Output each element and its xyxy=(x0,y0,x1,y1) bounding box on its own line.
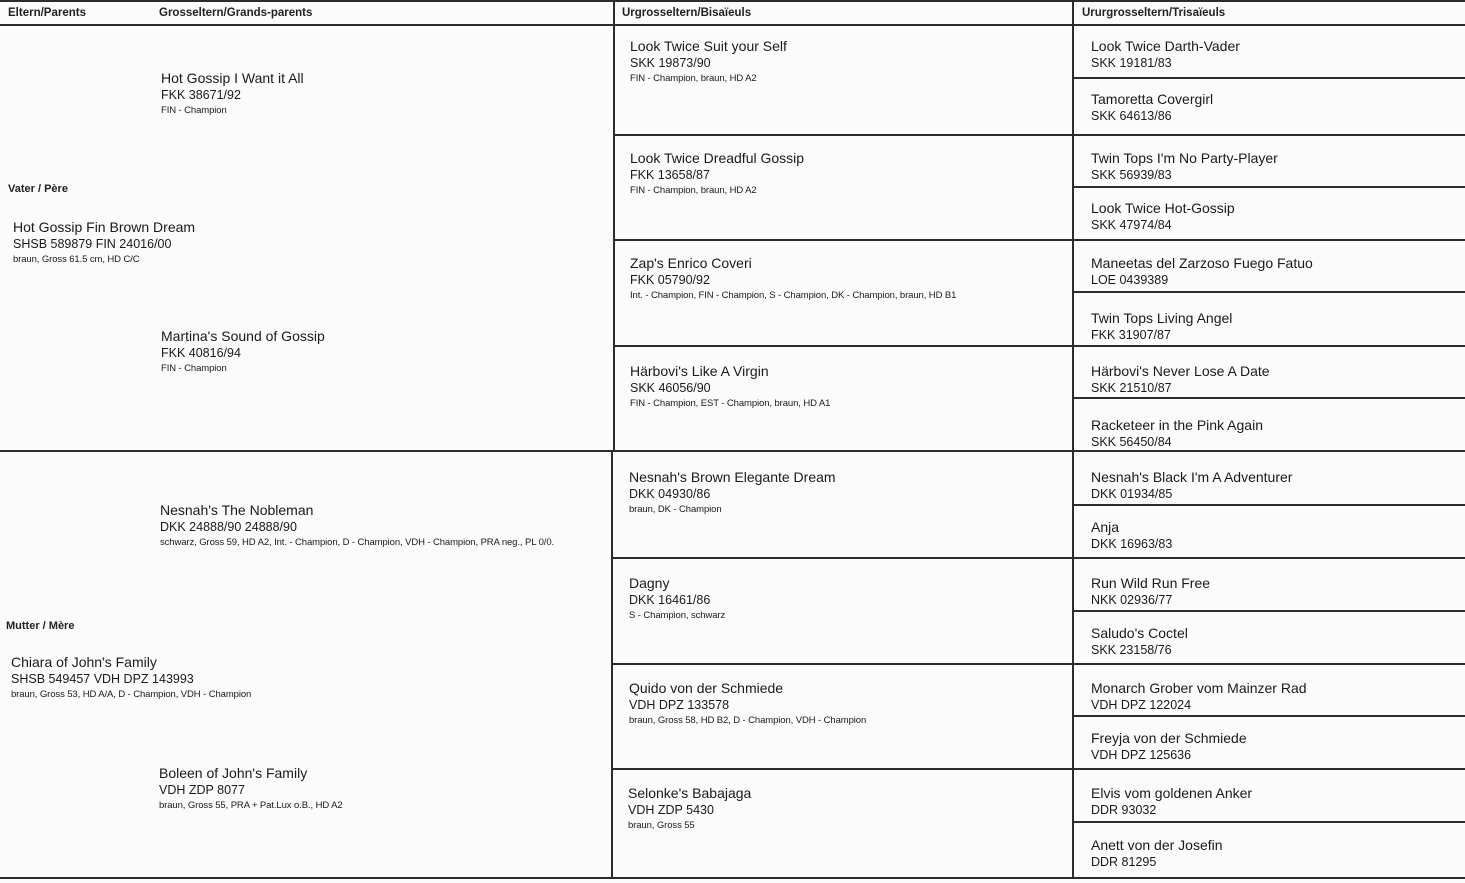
dog-name: Quido von der Schmiede xyxy=(629,680,784,696)
great-grandparent-entry xyxy=(629,575,725,621)
registration-number: VDH DPZ 133578 xyxy=(629,697,730,712)
dog-name: Elvis vom goldenen Anker xyxy=(1091,785,1253,801)
dog-details: braun, Gross 55, PRA + Pat.Lux o.B., HD A2 xyxy=(159,799,343,811)
grandparent-entry xyxy=(160,502,554,548)
dog-details: braun, Gross 61.5 cm, HD C/C xyxy=(13,253,140,265)
dog-name: Nesnah's Brown Elegante Dream xyxy=(629,469,836,485)
ggg-divider-7 xyxy=(1072,397,1465,399)
registration-number: DKK 16963/83 xyxy=(1091,536,1173,551)
great-great-grandparent-entry xyxy=(1091,469,1292,502)
dog-name: Nesnah's Black I'm A Adventurer xyxy=(1091,469,1293,485)
registration-number: DKK 16461/86 xyxy=(629,592,711,607)
dog-name: Maneetas del Zarzoso Fuego Fatuo xyxy=(1091,255,1313,271)
dog-details: FIN - Champion xyxy=(161,104,227,116)
registration-number: DDR 81295 xyxy=(1091,854,1157,869)
dog-details: FIN - Champion, EST - Champion, braun, HD A1 xyxy=(630,397,831,409)
registration-number: SKK 64613/86 xyxy=(1091,108,1172,123)
registration-number: NKK 02936/77 xyxy=(1091,592,1173,607)
header-grandparents: Grosseltern/Grands-parents xyxy=(159,7,313,19)
dog-details: braun, Gross 58, HD B2, D - Champion, VDH - Champion xyxy=(629,714,867,726)
dog-name: Martina's Sound of Gossip xyxy=(161,328,325,344)
dog-name: Freyja von der Schmiede xyxy=(1091,730,1247,746)
great-great-grandparent-entry xyxy=(1091,255,1313,288)
ggg-divider-11 xyxy=(1072,610,1465,612)
ggg-divider-9 xyxy=(1072,504,1465,506)
col-divider-2 xyxy=(1072,0,1074,878)
dog-details: FIN - Champion, braun, HD A2 xyxy=(630,184,757,196)
registration-number: SHSB 589879 FIN 24016/00 xyxy=(13,236,172,251)
dog-name: Hot Gossip I Want it All xyxy=(161,70,304,86)
ggg-divider-5 xyxy=(1072,291,1465,293)
great-grandparent-entry xyxy=(629,680,866,726)
great-great-grandparent-entry xyxy=(1091,363,1270,396)
registration-number: VDH DPZ 122024 xyxy=(1091,697,1192,712)
gg-divider-5 xyxy=(611,557,1465,559)
great-grandparent-entry xyxy=(630,38,787,84)
registration-number: VDH ZDP 8077 xyxy=(159,782,245,797)
registration-number: FKK 38671/92 xyxy=(161,87,241,102)
great-great-grandparent-entry xyxy=(1091,680,1307,713)
ggg-divider-1 xyxy=(1072,77,1465,79)
dog-name: Zap's Enrico Coveri xyxy=(630,255,752,271)
dog-name: Härbovi's Never Lose A Date xyxy=(1091,363,1270,379)
col-divider-upper-1 xyxy=(613,0,615,450)
gg-divider-3 xyxy=(613,345,1465,347)
mother-label: Mutter / Mère xyxy=(6,620,75,632)
grandparent-entry xyxy=(161,70,304,116)
registration-number: SKK 47974/84 xyxy=(1091,217,1172,232)
registration-number: SKK 23158/76 xyxy=(1091,642,1172,657)
dog-name: Twin Tops I'm No Party-Player xyxy=(1091,150,1278,166)
great-great-grandparent-entry xyxy=(1091,91,1213,124)
great-great-grandparent-entry xyxy=(1091,200,1235,233)
great-great-grandparent-entry xyxy=(1091,730,1247,763)
great-great-grandparent-entry xyxy=(1091,625,1188,658)
registration-number: SKK 21510/87 xyxy=(1091,380,1172,395)
registration-number: SHSB 549457 VDH DPZ 143993 xyxy=(11,671,194,686)
ggg-divider-13 xyxy=(1072,715,1465,717)
father-label: Vater / Père xyxy=(8,183,68,195)
dog-name: Nesnah's The Nobleman xyxy=(160,502,314,518)
dog-name: Hot Gossip Fin Brown Dream xyxy=(13,219,196,235)
dog-name: Saludo's Coctel xyxy=(1091,625,1188,641)
ggg-divider-3 xyxy=(1072,186,1465,188)
great-great-grandparent-entry xyxy=(1091,310,1232,343)
great-great-grandparent-entry xyxy=(1091,150,1278,183)
great-great-grandparent-entry xyxy=(1091,785,1252,818)
great-grandparent-entry xyxy=(630,150,804,196)
dog-details: Int. - Champion, FIN - Champion, S - Champion, DK - Champion, braun, HD B1 xyxy=(630,289,957,301)
dog-name: Look Twice Suit your Self xyxy=(630,38,787,54)
dog-details: braun, Gross 53, HD A/A, D - Champion, VDH - Champion xyxy=(11,688,252,700)
great-great-grandparent-entry xyxy=(1091,417,1263,450)
registration-number: VDH ZDP 5430 xyxy=(628,802,714,817)
dog-details: S - Champion, schwarz xyxy=(629,609,726,621)
parent-father xyxy=(13,219,195,265)
dog-details: FIN - Champion xyxy=(161,362,227,374)
grandparent-entry xyxy=(159,765,343,811)
great-great-grandparent-entry xyxy=(1091,575,1210,608)
registration-number: DDR 93032 xyxy=(1091,802,1157,817)
dog-details: FIN - Champion, braun, HD A2 xyxy=(630,72,757,84)
registration-number: DKK 24888/90 24888/90 xyxy=(160,519,297,534)
registration-number: VDH DPZ 125636 xyxy=(1091,747,1192,762)
gg-divider-2 xyxy=(613,239,1465,241)
dog-name: Tamoretta Covergirl xyxy=(1091,91,1214,107)
dog-name: Monarch Grober vom Mainzer Rad xyxy=(1091,680,1307,696)
top-border xyxy=(0,0,1465,2)
great-grandparent-entry xyxy=(629,469,836,515)
great-grandparent-entry xyxy=(630,363,830,409)
gg-divider-6 xyxy=(611,663,1465,665)
dog-name: Run Wild Run Free xyxy=(1091,575,1211,591)
registration-number: SKK 56450/84 xyxy=(1091,434,1172,449)
dog-name: Look Twice Darth-Vader xyxy=(1091,38,1240,54)
gg-divider-1 xyxy=(613,134,1465,136)
header-divider xyxy=(0,24,1465,26)
dog-name: Anja xyxy=(1091,519,1120,535)
registration-number: SKK 46056/90 xyxy=(630,380,711,395)
great-great-grandparent-entry xyxy=(1091,519,1172,552)
registration-number: FKK 13658/87 xyxy=(630,167,710,182)
dog-name: Selonke's Babajaga xyxy=(628,785,752,801)
dog-name: Twin Tops Living Angel xyxy=(1091,310,1233,326)
registration-number: FKK 31907/87 xyxy=(1091,327,1171,342)
dog-name: Dagny xyxy=(629,575,670,591)
gg-divider-7 xyxy=(611,768,1465,770)
dog-name: Boleen of John's Family xyxy=(159,765,308,781)
dog-name: Chiara of John's Family xyxy=(11,654,157,670)
bottom-border xyxy=(0,877,1465,879)
dog-details: braun, DK - Champion xyxy=(629,503,722,515)
registration-number: FKK 05790/92 xyxy=(630,272,710,287)
registration-number: SKK 56939/83 xyxy=(1091,167,1172,182)
registration-number: LOE 0439389 xyxy=(1091,272,1169,287)
great-great-grandparent-entry xyxy=(1091,38,1240,71)
dog-name: Look Twice Dreadful Gossip xyxy=(630,150,805,166)
dog-name: Look Twice Hot-Gossip xyxy=(1091,200,1235,216)
header-great-great-grandparents: Ururgrosseltern/Trisaïeuls xyxy=(1082,7,1226,19)
registration-number: FKK 40816/94 xyxy=(161,345,241,360)
dog-name: Racketeer in the Pink Again xyxy=(1091,417,1263,433)
grandparent-entry xyxy=(161,328,325,374)
registration-number: DKK 01934/85 xyxy=(1091,486,1173,501)
dog-name: Härbovi's Like A Virgin xyxy=(630,363,769,379)
header-great-grandparents: Urgrosseltern/Bisaïeuls xyxy=(622,7,752,19)
registration-number: DKK 04930/86 xyxy=(629,486,711,501)
great-grandparent-entry xyxy=(628,785,751,831)
registration-number: SKK 19873/90 xyxy=(630,55,711,70)
parent-mother xyxy=(11,654,251,700)
father-mother-divider xyxy=(0,450,1465,452)
registration-number: SKK 19181/83 xyxy=(1091,55,1172,70)
great-great-grandparent-entry xyxy=(1091,837,1223,870)
great-grandparent-entry xyxy=(630,255,956,301)
dog-name: Anett von der Josefin xyxy=(1091,837,1223,853)
dog-details: braun, Gross 55 xyxy=(628,819,695,831)
dog-details: schwarz, Gross 59, HD A2, Int. - Champion, D - Champion, VDH - Champion, PRA neg., PL 0/0. xyxy=(160,536,555,548)
header-parents: Eltern/Parents xyxy=(8,7,86,19)
ggg-divider-15 xyxy=(1072,821,1465,823)
